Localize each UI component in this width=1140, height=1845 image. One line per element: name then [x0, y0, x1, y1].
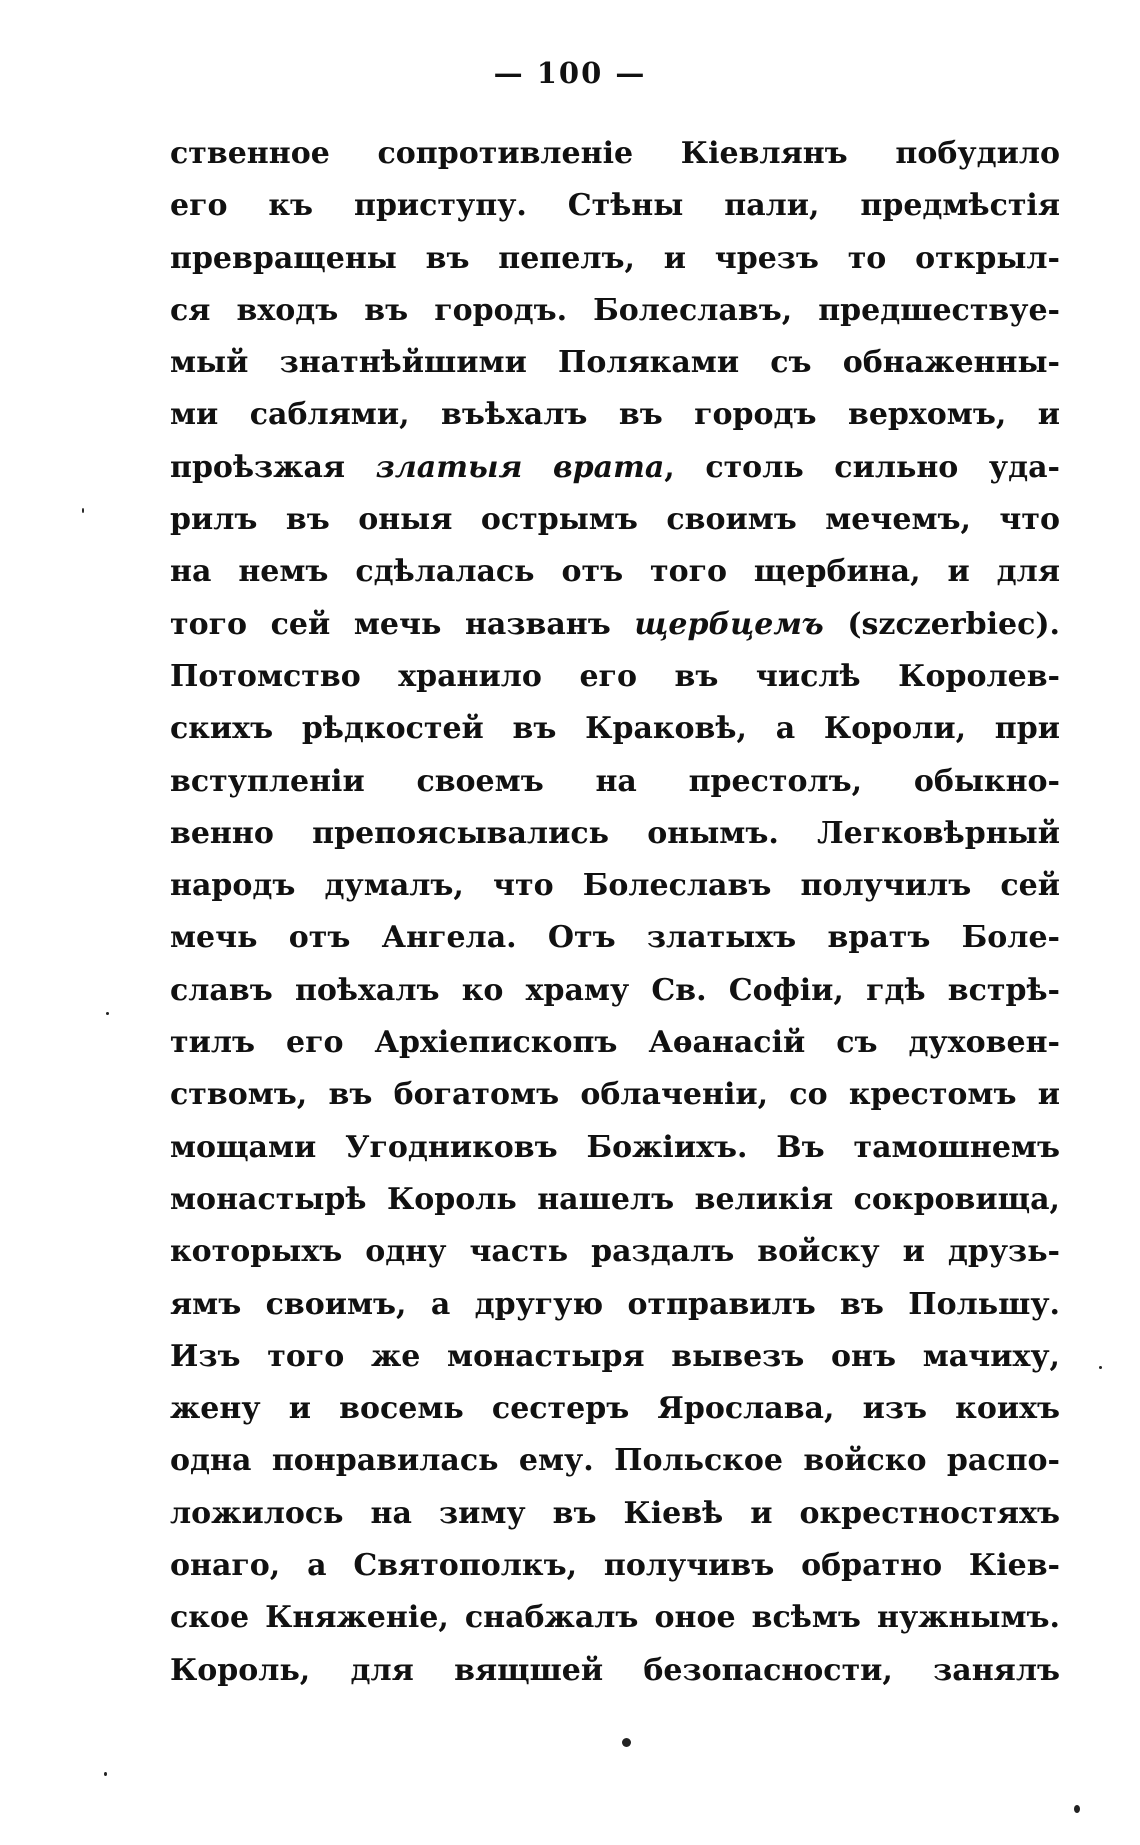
print-speck	[1074, 1805, 1080, 1813]
text-segment: , столь сильно уда-	[664, 449, 1060, 485]
text-segment: венно препоясывались онымъ. Легковѣрный	[170, 815, 1060, 851]
text-segment: мый знатнѣйшими Поляками съ обнаженны-	[170, 345, 1060, 381]
text-segment: одна понравилась ему. Польское войско распо-	[170, 1443, 1060, 1479]
text-segment: монастырѣ Король нашелъ великія сокровища,	[170, 1181, 1060, 1217]
text-line	[170, 1226, 1060, 1278]
text-line	[170, 756, 1060, 808]
text-segment: вступленіи своемъ на престолъ, обыкно-	[170, 763, 1060, 799]
text-segment: ся входъ въ городъ. Болеславъ, предшествуе-	[170, 292, 1060, 328]
text-segment: жену и восемь сестеръ Ярослава, изъ коихъ	[170, 1391, 1060, 1427]
text-line	[170, 1331, 1060, 1383]
text-line	[170, 965, 1060, 1017]
text-segment: мечь отъ Ангела. Отъ златыхъ вратъ Боле-	[170, 920, 1060, 956]
text-line	[170, 1069, 1060, 1121]
text-line	[170, 1017, 1060, 1069]
text-line	[170, 1383, 1060, 1435]
text-segment: ложилось на зиму въ Кіевѣ и окрестностяхъ	[170, 1495, 1060, 1531]
text-line	[170, 128, 1060, 180]
text-segment: превращены въ пепелъ, и чрезъ то открыл-	[170, 240, 1060, 276]
text-line	[170, 912, 1060, 964]
text-segment: ствомъ, въ богатомъ облаченіи, со крестомъ и	[170, 1077, 1060, 1113]
italic-text-segment: златыя врата	[375, 449, 665, 485]
text-line	[170, 1592, 1060, 1644]
text-segment: ственное сопротивленіе Кіевлянъ побудило	[170, 136, 1060, 171]
text-segment: Потомство хранило его въ числѣ Королев-	[170, 658, 1060, 694]
text-line	[170, 1122, 1060, 1174]
text-segment: Изъ того же монастыря вывезъ онъ мачиху,	[170, 1338, 1060, 1374]
text-line	[170, 1540, 1060, 1592]
text-segment: онаго, а Святополкъ, получивъ обратно Кіев-	[170, 1548, 1060, 1584]
text-segment: ское Княженіе, снабжалъ оное всѣмъ нужнымъ.	[170, 1600, 1060, 1636]
text-line	[170, 599, 1060, 651]
text-line	[170, 860, 1060, 912]
text-line	[170, 233, 1060, 285]
text-line	[170, 389, 1060, 441]
text-line	[170, 337, 1060, 389]
text-segment: ми саблями, въѣхалъ въ городъ верхомъ, и	[170, 397, 1060, 433]
page-number: — 100 —	[493, 56, 647, 90]
text-segment: тилъ его Архіепископъ Аѳанасій съ духовен-	[170, 1025, 1060, 1061]
text-line	[170, 703, 1060, 755]
text-line	[170, 1435, 1060, 1487]
text-segment: ямъ своимъ, а другую отправилъ въ Польшу.	[170, 1286, 1060, 1322]
text-line	[170, 285, 1060, 337]
text-line	[170, 442, 1060, 494]
text-segment: проѣзжая	[170, 449, 376, 485]
text-line	[170, 651, 1060, 703]
body-text	[170, 128, 1060, 1697]
text-segment: славъ поѣхалъ ко храму Св. Софіи, гдѣ встрѣ-	[170, 972, 1060, 1008]
text-segment: Король, для вящшей безопасности, занялъ	[170, 1652, 1060, 1688]
text-line	[170, 808, 1060, 860]
print-speck	[82, 508, 84, 513]
text-line	[170, 1174, 1060, 1226]
text-segment: рилъ въ оныя острымъ своимъ мечемъ, что	[170, 502, 1060, 538]
text-line	[170, 1279, 1060, 1331]
text-segment: мощами Угодниковъ Божіихъ. Въ тамошнемъ	[170, 1129, 1060, 1165]
text-line	[170, 180, 1060, 232]
text-segment: народъ думалъ, что Болеславъ получилъ сей	[170, 868, 1060, 904]
text-segment: на немъ сдѣлалась отъ того щербина, и для	[170, 554, 1060, 590]
text-line	[170, 1645, 1060, 1697]
italic-text-segment: щербцемъ	[634, 606, 824, 642]
print-speck	[1099, 1366, 1102, 1369]
text-segment: того сей мечь названъ	[170, 606, 635, 642]
print-speck	[104, 1772, 107, 1776]
text-line	[170, 1488, 1060, 1540]
text-segment: (szczerbiec).	[823, 606, 1060, 642]
print-speck	[106, 1012, 109, 1015]
text-segment: скихъ рѣдкостей въ Краковѣ, а Короли, при	[170, 711, 1060, 747]
print-speck	[622, 1738, 631, 1747]
text-segment: которыхъ одну часть раздалъ войску и друзь-	[170, 1234, 1060, 1270]
text-segment: его къ приступу. Стѣны пали, предмѣстія	[170, 188, 1060, 224]
text-line	[170, 494, 1060, 546]
text-line	[170, 546, 1060, 598]
